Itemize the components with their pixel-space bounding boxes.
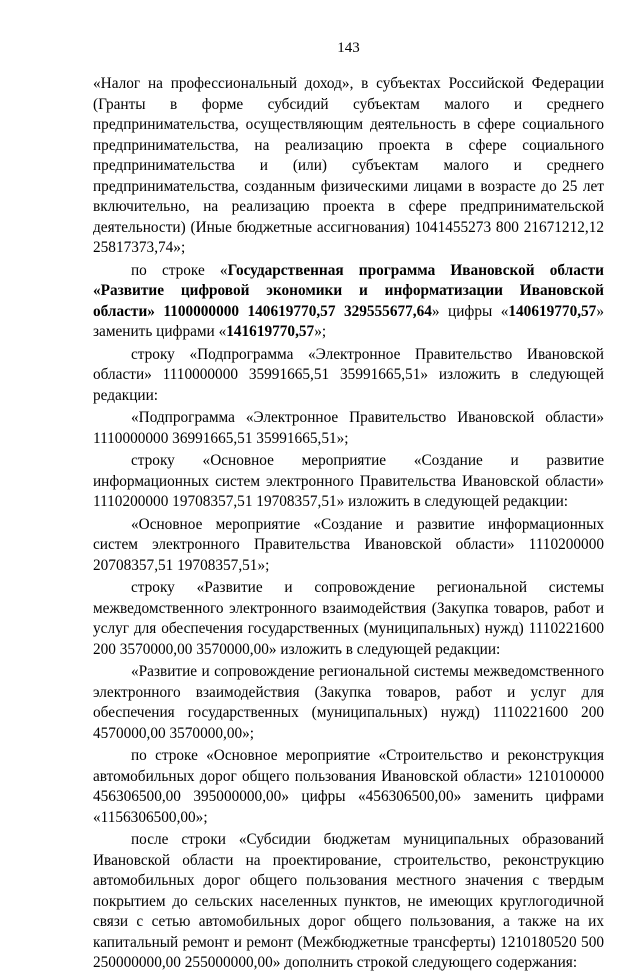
document-body [93, 74, 604, 974]
paragraph-text: «Налог на профессиональный доход», в субъектах Российской Федерации (Гранты в форме субсидий субъектам малого и среднего предпринимательства, осуществляющим деятельность в сфере социального предпринимательства, на реализацию проекта в сфере социального предпринимательства и (или) субъектам малого и среднего предпринимательства, созданным физическими лицами в возрасте до 25 лет включительно, на реализацию проекта в сфере предпринимательской деятельности) (Иные бюджетные ассигнования) 1041455273 800 21671212,12 25817373,74»; [93, 75, 604, 256]
paragraph-5 [93, 451, 604, 513]
paragraph-text: «Подпрограмма «Электронное Правительство Ивановской области» 1110000000 36991665,51 35991665,51»; [93, 409, 604, 447]
paragraph-text: строку «Основное мероприятие «Создание и развитие информационных систем электронного Правительства Ивановской области» 1110200000 19708357,51 19708357,51» изложить в следующей редакции: [93, 452, 604, 510]
paragraph-6 [93, 515, 604, 577]
paragraph-text: после строки «Субсидии бюджетам муниципальных образований Ивановской области на проектирование, строительство, реконструкцию автомобильных дорог общего пользования местного значения с твердым покрытием до сельских населенных пунктов, не имеющих круглогодичной связи с сетью автомобильных дорог общего пользования, а также на их капитальный ремонт и ремонт (Межбюджетные трансферты) 1210180520 500 250000000,00 255000000,00» дополнить строкой следующего содержания: [93, 831, 604, 971]
paragraph-text: строку «Развитие и сопровождение региональной системы межведомственного электронного взаимодействия (Закупка товаров, работ и услуг для обеспечения государственных (муниципальных) нужд) 1110221600 200 3570000,00 3570000,00» изложить в следующей редакции: [93, 579, 604, 658]
paragraph-text: » заменить цифрами « [93, 302, 604, 340]
paragraph-text: по строке « [131, 261, 228, 279]
new-figure-bold: 141619770,57 [226, 323, 315, 340]
paragraph-10 [93, 830, 604, 974]
program-name-bold: Государственная программа Ивановской области «Развитие цифровой экономики и информатизации Ивановской области» 1100000000 140619770,57 329555677,64 [93, 261, 604, 320]
paragraph-text: строку «Подпрограмма «Электронное Правительство Ивановской области» 1110000000 35991665,51 35991665,51» изложить в следующей редакции: [93, 345, 604, 404]
paragraph-text: «Основное мероприятие «Создание и развитие информационных систем электронного Правительства Ивановской области» 1110200000 20708357,51 19708357,51»; [93, 515, 604, 574]
page-number: 143 [337, 40, 360, 56]
paragraph-9 [93, 746, 604, 828]
paragraph-7 [93, 578, 604, 660]
paragraph-text: » цифры « [431, 302, 509, 320]
paragraph-3 [93, 345, 604, 407]
paragraph-text: »; [314, 323, 327, 340]
paragraph-1 [93, 74, 604, 259]
paragraph-text: по строке «Основное мероприятие «Строительство и реконструкция автомобильных дорог общего пользования Ивановской области» 1210100000 456306500,00 395000000,00» цифры «456306500,00» заменить цифрами «1156306500,00»; [93, 747, 604, 826]
paragraph-text: «Развитие и сопровождение региональной системы межведомственного электронного взаимодействия (Закупка товаров, работ и услуг для обеспечения государственных (муниципальных) нужд) 1110221600 200 4570000,00 3570000,00»; [93, 663, 604, 742]
paragraph-4 [93, 408, 604, 449]
old-figure-bold: 140619770,57 [508, 302, 597, 320]
paragraph-8 [93, 662, 604, 744]
paragraph-2 [93, 261, 604, 343]
